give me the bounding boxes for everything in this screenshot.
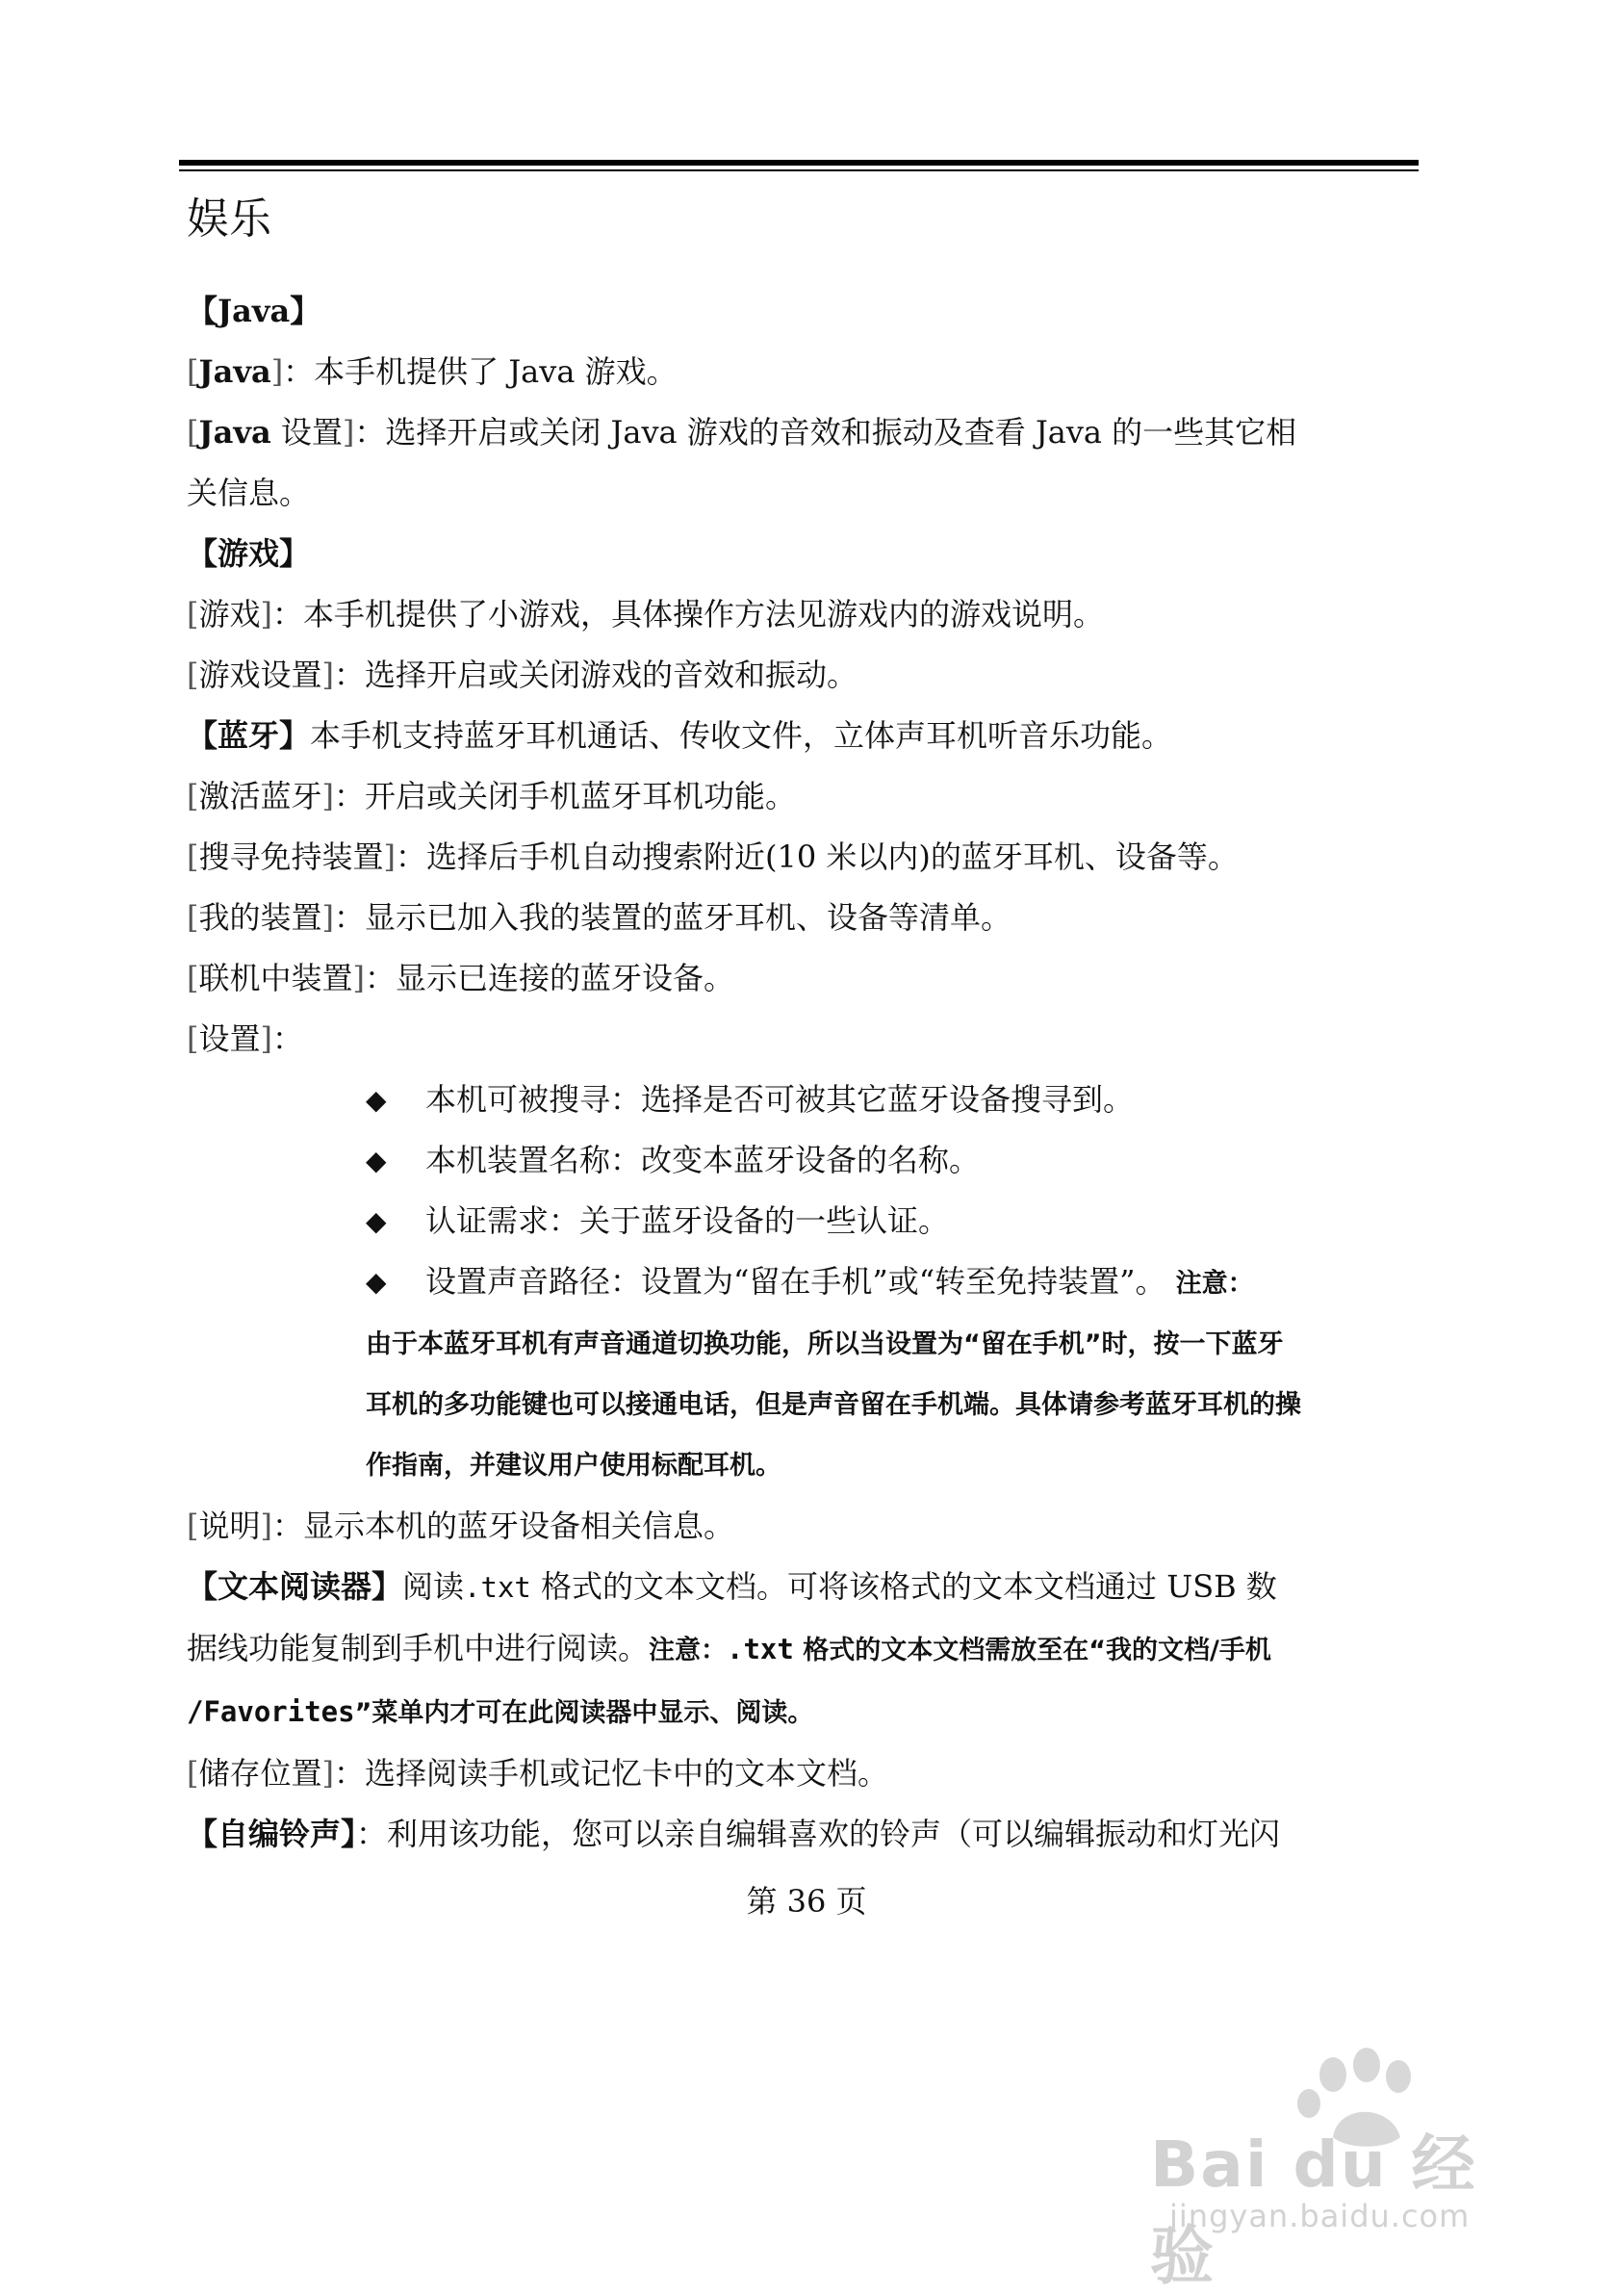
page-body [187,281,1419,1865]
ringtone-heading: 【自编铃声】：利用该功能，您可以亲自编辑喜欢的铃声（可以编辑振动和灯光闪 [187,1816,1281,1852]
reader-line-3: /Favorites”菜单内才可在此阅读器中显示、阅读。 [187,1695,814,1728]
reader-storage-item: [储存位置]：选择阅读手机或记忆卡中的文本文档。 [187,1755,888,1792]
bluetooth-item-settings: [设置]： [187,1020,303,1057]
java-item: [Java]：本手机提供了 Java 游戏。 [187,353,678,390]
header-rule-thick [179,160,1419,166]
watermark-url: jingyan.baidu.com [1169,2198,1471,2234]
page-number: 第 36 页 [746,1883,867,1920]
list-item: ◆ 设置声音路径：设置为“留在手机”或“转至免持装置”。 注意： [366,1251,1419,1314]
bluetooth-item-activate: [激活蓝牙]：开启或关闭手机蓝牙耳机功能。 [187,778,796,814]
note-label: 注意： [1175,1269,1254,1299]
java-settings-item-cont: 关信息。 [187,475,311,511]
reader-heading: 【文本阅读器】阅读.txt 格式的文本文档。可将该格式的文本文档通过 USB 数 [187,1568,1277,1605]
reader-line-2: 据线功能复制到手机中进行阅读。注意：.txt 格式的文本文档需放至在“我的文档/手机 [187,1630,1271,1666]
watermark-text: Bai du 经验 [1150,2128,1477,2293]
diamond-bullet-icon: ◆ [366,1084,387,1116]
list-item: ◆ 认证需求：关于蓝牙设备的一些认证。 [366,1191,1419,1251]
diamond-bullet-icon: ◆ [366,1266,387,1298]
diamond-bullet-icon: ◆ [366,1205,387,1237]
section-title: 娱乐 [187,194,271,244]
bluetooth-note: 由于本蓝牙耳机有声音通道切换功能，所以当设置为“留在手机”时，按一下蓝牙 耳机的多功能键也可以接通电话，但是声音留在手机端。具体请参考蓝牙耳机的操 作指南，并建议用户使用标配耳机。 [366,1329,1301,1481]
list-item: ◆ 本机装置名称：改变本蓝牙设备的名称。 [366,1130,1419,1191]
games-item: [游戏]：本手机提供了小游戏，具体操作方法见游戏内的游戏说明。 [187,596,1104,632]
bluetooth-settings-list [366,1070,1419,1314]
bluetooth-item-info: [说明]：显示本机的蓝牙设备相关信息。 [187,1508,734,1544]
bluetooth-item-search: [搜寻免持装置]：选择后手机自动搜索附近(10 米以内)的蓝牙耳机、设备等。 [187,838,1239,875]
list-item: ◆ 本机可被搜寻：选择是否可被其它蓝牙设备搜寻到。 [366,1070,1419,1130]
bluetooth-item-connected: [联机中装置]：显示已连接的蓝牙设备。 [187,960,734,996]
bluetooth-item-my-devices: [我的装置]：显示已加入我的装置的蓝牙耳机、设备等清单。 [187,899,1011,936]
java-heading: 【Java】 [187,293,321,329]
java-settings-item: [Java 设置]：选择开启或关闭 Java 游戏的音效和振动及查看 Java 的一些其它相 [187,414,1297,451]
games-settings-item: [游戏设置]：选择开启或关闭游戏的音效和振动。 [187,657,858,693]
diamond-bullet-icon: ◆ [366,1145,387,1176]
bluetooth-heading: 【蓝牙】本手机支持蓝牙耳机通话、传收文件，立体声耳机听音乐功能。 [187,717,1173,754]
watermark [1150,2046,1535,2293]
header-rule-thin [179,169,1419,171]
games-heading: 【游戏】 [187,535,311,572]
